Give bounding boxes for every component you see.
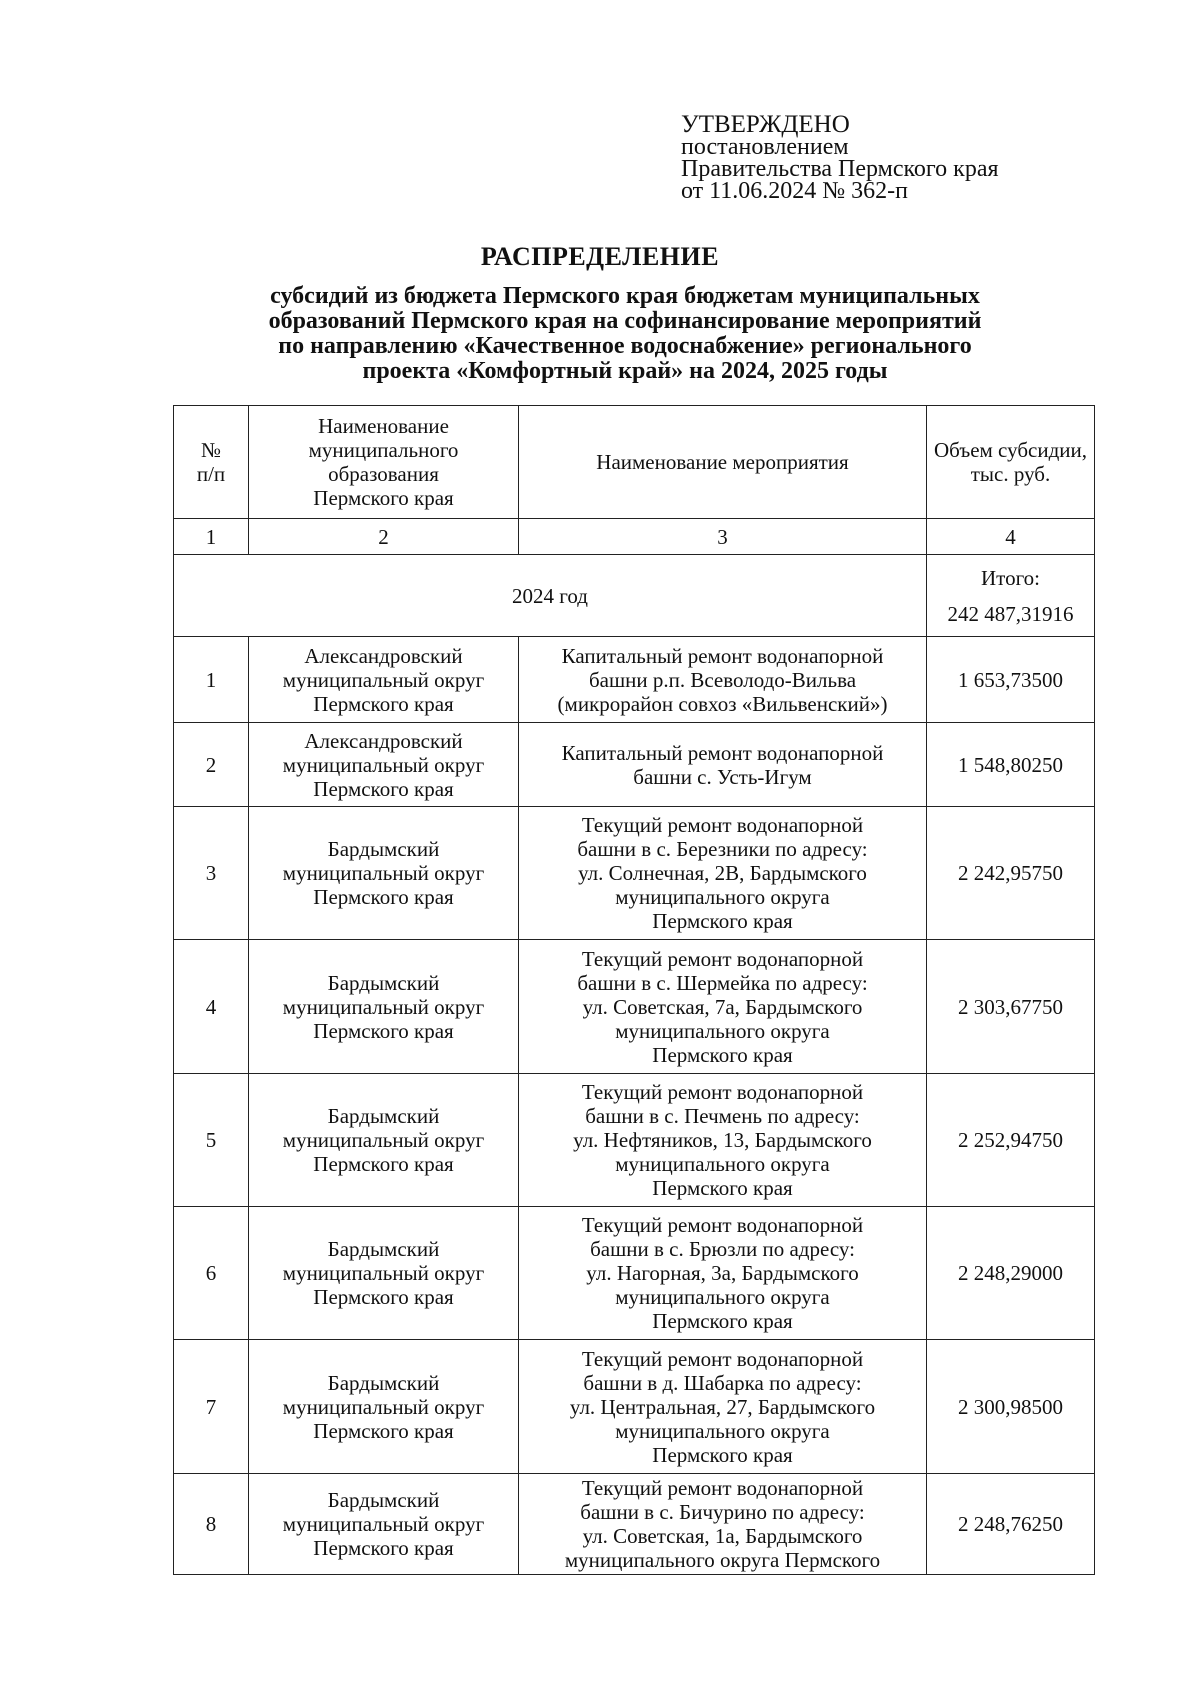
municipality-line: Пермского края	[313, 776, 454, 801]
activity-line: муниципального округа	[615, 1152, 830, 1176]
activity-line: муниципального округа	[615, 1285, 830, 1309]
activity-line: ул. Нагорная, 3а, Бардымского	[586, 1261, 859, 1285]
municipality-line: Пермского края	[313, 885, 454, 909]
approval-line-3: Правительства Пермского края	[681, 156, 999, 182]
distribution-table	[173, 405, 1095, 1575]
row-number: 7	[174, 1340, 249, 1474]
row-number: 8	[174, 1474, 249, 1575]
row-municipality	[249, 1340, 519, 1474]
header-line: Пермского края	[313, 486, 454, 510]
municipality-line: муниципальный округ	[282, 1512, 485, 1536]
approval-line-2: постановлением	[681, 134, 849, 160]
row-amount: 2 252,94750	[927, 1074, 1095, 1207]
approval-title: УТВЕРЖДЕНО	[681, 111, 850, 138]
document-title: РАСПРЕДЕЛЕНИЕ	[480, 242, 720, 271]
municipality-line: муниципальный округ	[282, 1394, 485, 1419]
row-activity	[519, 807, 927, 940]
activity-line: Пермского края	[652, 1442, 793, 1467]
activity-line: башни в с. Печмень по адресу:	[585, 1104, 860, 1128]
municipality-line: муниципальный округ	[282, 667, 485, 692]
row-amount: 2 300,98500	[927, 1340, 1095, 1474]
document-subtitle	[190, 284, 1060, 384]
activity-line: Текущий ремонт водонапорной	[581, 946, 864, 971]
municipality-line: муниципальный округ	[282, 861, 485, 885]
header-municipality	[249, 406, 519, 519]
row-amount: 2 248,29000	[927, 1207, 1095, 1340]
row-number: 5	[174, 1074, 249, 1207]
activity-line: башни в д. Шабарка по адресу:	[583, 1370, 862, 1395]
activity-line: башни в с. Бичурино по адресу:	[580, 1500, 865, 1524]
subtitle-line: субсидий из бюджета Пермского края бюджетам муниципальных	[270, 283, 980, 309]
header-row	[174, 406, 1095, 519]
activity-line: Пермского края	[652, 1042, 793, 1067]
activity-line: Пермского края	[652, 1176, 793, 1200]
column-number: 1	[174, 519, 249, 555]
row-municipality	[249, 1207, 519, 1340]
municipality-line: Бардымский	[327, 837, 440, 861]
municipality-line: Пермского края	[313, 691, 454, 716]
row-municipality	[249, 807, 519, 940]
table-row	[174, 637, 1095, 723]
activity-line: ул. Советская, 7а, Бардымского	[582, 994, 863, 1019]
activity-line: Текущий ремонт водонапорной	[581, 1476, 864, 1500]
activity-line: Текущий ремонт водонапорной	[581, 1080, 864, 1104]
header-line: тыс. руб.	[970, 462, 1051, 486]
column-number-row	[174, 519, 1095, 555]
municipality-line: Бардымский	[327, 970, 440, 995]
activity-line: муниципального округа Пермского	[564, 1548, 881, 1572]
row-activity	[519, 1207, 927, 1340]
row-number: 6	[174, 1207, 249, 1340]
header-line: №	[200, 438, 222, 462]
activity-line: муниципального округа	[615, 1418, 830, 1443]
activity-line: Пермского края	[652, 1309, 793, 1333]
municipality-line: Пермского края	[313, 1418, 454, 1443]
row-amount: 2 303,67750	[927, 940, 1095, 1074]
total-value: 242 487,31916	[947, 601, 1074, 626]
header-line: муниципального	[308, 438, 459, 462]
row-number: 3	[174, 807, 249, 940]
municipality-line: муниципальный округ	[282, 752, 485, 777]
municipality-line: Бардымский	[327, 1104, 440, 1128]
activity-line: башни в с. Березники по адресу:	[577, 837, 868, 861]
activity-line: башни в с. Брюзли по адресу:	[590, 1237, 855, 1261]
approval-line-4: от 11.06.2024 № 362-п	[681, 178, 909, 204]
column-number: 4	[927, 519, 1095, 555]
row-activity	[519, 723, 927, 807]
header-line: п/п	[196, 462, 226, 486]
row-activity	[519, 1340, 927, 1474]
row-municipality	[249, 940, 519, 1074]
table-row	[174, 1340, 1095, 1474]
municipality-line: Пермского края	[313, 1152, 454, 1176]
row-amount: 2 248,76250	[927, 1474, 1095, 1575]
row-number: 2	[174, 723, 249, 807]
column-number: 2	[249, 519, 519, 555]
activity-line: Капитальный ремонт водонапорной	[561, 643, 884, 668]
row-amount: 1 653,73500	[927, 637, 1095, 723]
subtitle-line: по направлению «Качественное водоснабжение» регионального	[278, 333, 972, 359]
row-amount: 1 548,80250	[927, 723, 1095, 807]
municipality-line: Бардымский	[327, 1237, 440, 1261]
row-municipality	[249, 723, 519, 807]
approval-stamp	[681, 111, 999, 204]
row-municipality	[249, 1474, 519, 1575]
row-activity	[519, 940, 927, 1074]
header-amount	[927, 406, 1095, 519]
subtitle-line: образований Пермского края на софинансирование мероприятий	[268, 308, 982, 334]
municipality-line: Александровский	[304, 643, 463, 668]
year-label: 2024 год	[174, 555, 927, 637]
row-amount: 2 242,95750	[927, 807, 1095, 940]
activity-line: Текущий ремонт водонапорной	[581, 813, 864, 837]
activity-line: (микрорайон совхоз «Вильвенский»)	[557, 691, 888, 716]
municipality-line: Бардымский	[327, 1488, 440, 1512]
year-total	[927, 555, 1095, 637]
municipality-line: Александровский	[304, 728, 463, 753]
municipality-line: муниципальный округ	[282, 1261, 485, 1285]
row-activity	[519, 1074, 927, 1207]
header-line: образования	[328, 462, 439, 486]
activity-line: муниципального округа	[615, 1018, 830, 1043]
row-number: 1	[174, 637, 249, 723]
header-number	[174, 406, 249, 519]
table-row	[174, 940, 1095, 1074]
row-number: 4	[174, 940, 249, 1074]
activity-line: Пермского края	[652, 909, 793, 933]
municipality-line: Пермского края	[313, 1018, 454, 1043]
activity-line: башни р.п. Всеволодо-Вильва	[588, 667, 857, 692]
table-row	[174, 807, 1095, 940]
year-section-row	[174, 555, 1095, 637]
activity-line: муниципального округа	[615, 885, 830, 909]
activity-line: Текущий ремонт водонапорной	[581, 1213, 864, 1237]
total-label: Итого:	[981, 565, 1040, 590]
activity-line: ул. Нефтяников, 13, Бардымского	[573, 1128, 872, 1152]
activity-line: башни с. Усть-Игум	[633, 764, 812, 789]
subtitle-line: проекта «Комфортный край» на 2024, 2025 годы	[362, 358, 888, 384]
row-activity	[519, 1474, 927, 1575]
municipality-line: муниципальный округ	[282, 1128, 485, 1152]
row-municipality	[249, 637, 519, 723]
header-line: Объем субсидии,	[934, 438, 1087, 462]
table-row	[174, 1207, 1095, 1340]
activity-line: Текущий ремонт водонапорной	[581, 1346, 864, 1371]
column-number: 3	[519, 519, 927, 555]
activity-line: Капитальный ремонт водонапорной	[561, 740, 884, 765]
table-row	[174, 1074, 1095, 1207]
municipality-line: Пермского края	[313, 1285, 454, 1309]
table-row	[174, 1474, 1095, 1575]
municipality-line: Пермского края	[313, 1536, 454, 1560]
activity-line: башни в с. Шермейка по адресу:	[577, 970, 868, 995]
activity-line: ул. Центральная, 27, Бардымского	[569, 1394, 876, 1419]
municipality-line: Бардымский	[327, 1370, 440, 1395]
row-activity	[519, 637, 927, 723]
header-activity: Наименование мероприятия	[519, 406, 927, 519]
municipality-line: муниципальный округ	[282, 994, 485, 1019]
header-line: Наименование	[318, 414, 449, 438]
activity-line: ул. Советская, 1а, Бардымского	[582, 1524, 863, 1548]
table-row	[174, 723, 1095, 807]
row-municipality	[249, 1074, 519, 1207]
activity-line: ул. Солнечная, 2В, Бардымского	[578, 861, 867, 885]
